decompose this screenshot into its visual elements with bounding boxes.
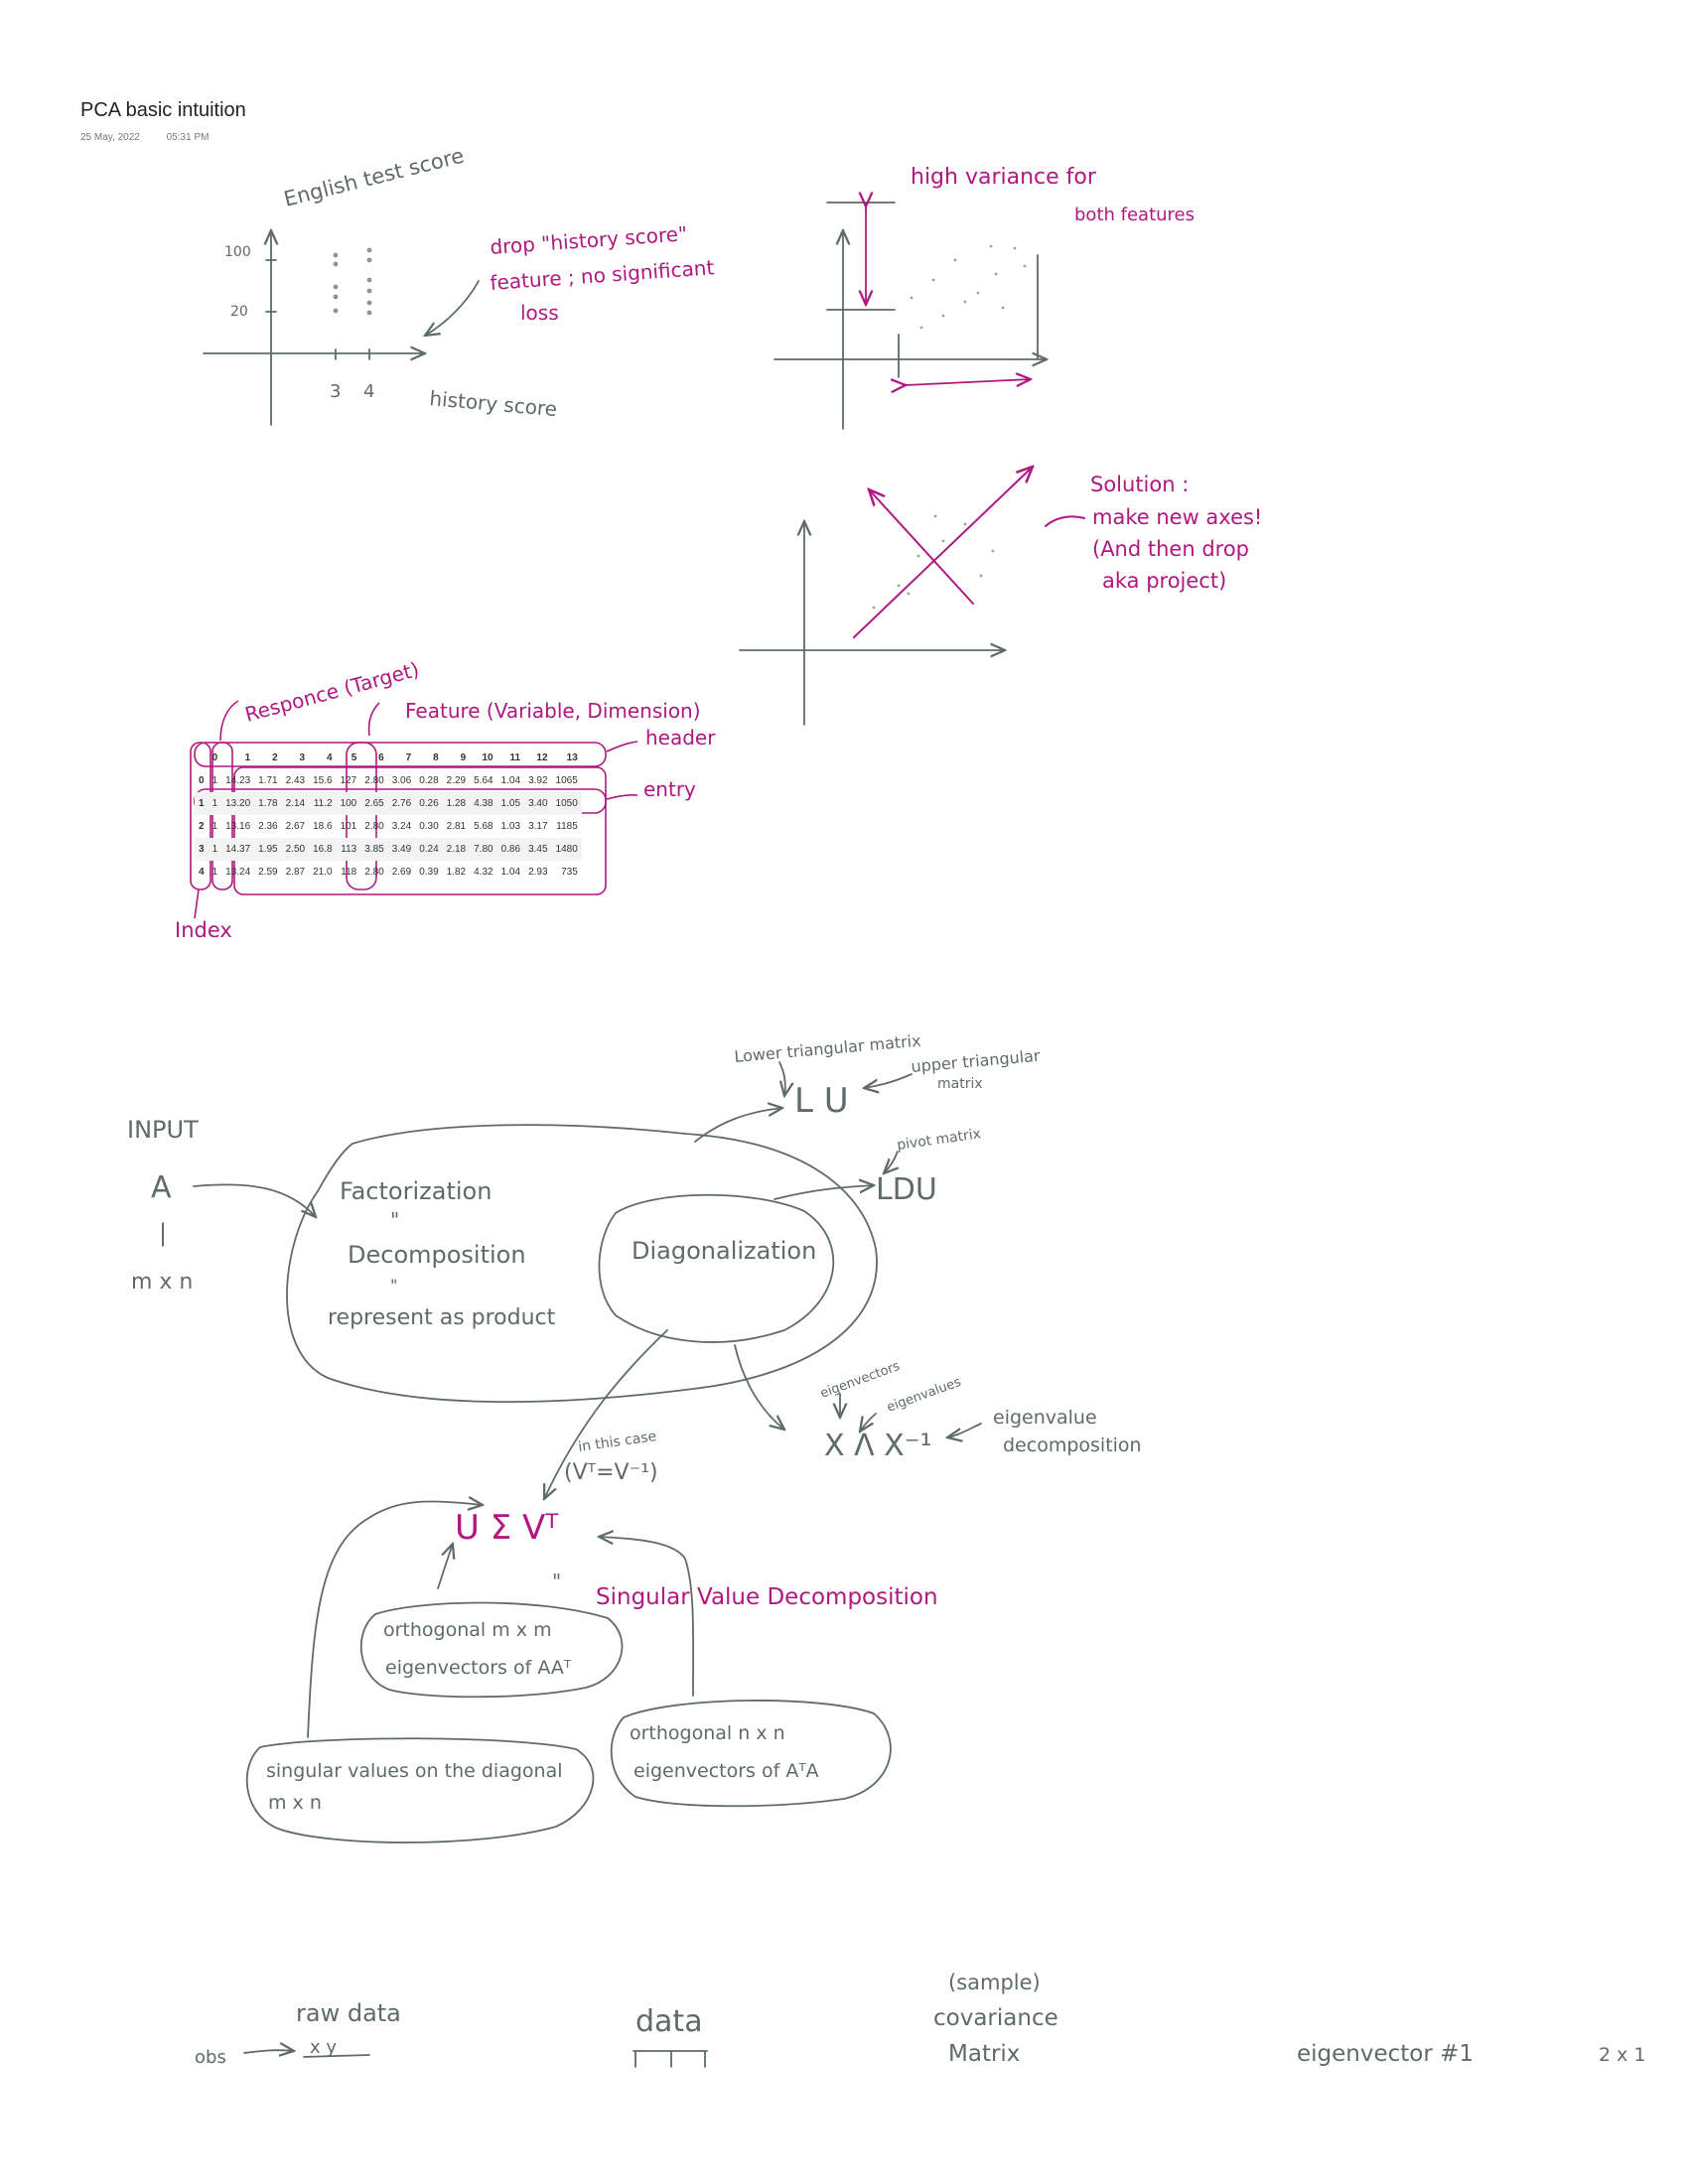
table-cell: 735 [561, 867, 578, 878]
eigvecs-label: eigenvectors [818, 1358, 903, 1402]
table-cell: 2.29 [446, 775, 467, 786]
data-table [195, 747, 582, 884]
table-cell: 3.17 [528, 821, 548, 832]
table-header-cell: 13 [566, 752, 578, 763]
table-cell: 113 [337, 838, 361, 861]
eigvals-label: eigenvalues [885, 1374, 964, 1416]
eig-decomp-arrow [947, 1424, 981, 1437]
u-desc-l1: orthogonal m x m [383, 1619, 552, 1641]
table-cell: 5.64 [474, 775, 493, 786]
eigvec1-label: eigenvector #1 [1297, 2041, 1475, 2067]
table-cell: 2.65 [360, 792, 387, 815]
obs-label: obs [195, 2047, 226, 2068]
decomposition-label: Decomposition [348, 1241, 526, 1269]
table-cell: 5.68 [474, 821, 493, 832]
table-cell: 2.18 [443, 838, 470, 861]
table-header-row [195, 747, 582, 769]
table-cell: 2.67 [285, 821, 306, 832]
table-row-index: 2 [199, 821, 205, 832]
sketch1-note-line3: loss [520, 301, 559, 325]
table-cell: 14.37 [221, 838, 254, 861]
table-header-cell: 12 [536, 752, 548, 763]
index-label: Index [175, 918, 232, 942]
eig-decomp-l2: decomposition [1003, 1434, 1142, 1456]
ldu-label: LDU [876, 1172, 937, 1207]
table-header-cell [195, 747, 209, 769]
table-cell: 1 [209, 838, 222, 861]
table-cell: 1 [209, 792, 222, 815]
raw-data-label: raw data [296, 1999, 401, 2027]
table-cell: 11.2 [309, 792, 336, 815]
vt-eq-label: (Vᵀ=V⁻¹) [564, 1460, 658, 1485]
table-cell: 0.24 [415, 838, 442, 861]
table-cell: 3.85 [360, 838, 387, 861]
table-cell: 1.04 [500, 775, 521, 786]
table-cell: 1 [211, 867, 218, 878]
dims-label: 2 x 1 [1599, 2044, 1646, 2066]
table-row-index: 0 [199, 775, 205, 786]
table-cell: 2.36 [258, 821, 278, 832]
a-to-factorization-arrow [194, 1184, 316, 1217]
table-cell: 0.86 [497, 838, 524, 861]
table-cell: 1.05 [497, 792, 524, 815]
table-cell: 1 [211, 775, 218, 786]
table-cell: 13.20 [221, 792, 254, 815]
table-cell: 2.59 [258, 867, 278, 878]
factorization-label: Factorization [340, 1177, 492, 1205]
table-header-cell: 0 [211, 752, 218, 763]
table-cell: 3.40 [524, 792, 551, 815]
table-row-index: 3 [195, 838, 209, 861]
table-cell: 1.03 [500, 821, 521, 832]
header-label: header [645, 726, 716, 750]
table-cell: 1.04 [500, 867, 521, 878]
entry-label: entry [643, 777, 696, 801]
table-cell: 0.26 [415, 792, 442, 815]
table-cell: 101 [340, 821, 357, 832]
lu-label: L U [794, 1081, 849, 1121]
diagonalization-label: Diagonalization [632, 1237, 817, 1265]
u-desc-blob [361, 1603, 623, 1698]
table-cell: 100 [337, 792, 361, 815]
sketch2-note-line2: both features [1074, 205, 1195, 225]
table-header-cell: 4 [327, 752, 333, 763]
table-cell: 118 [341, 867, 357, 878]
table-cell: 1.71 [258, 775, 278, 786]
table-cell: 2.76 [388, 792, 415, 815]
u-desc-l2: eigenvectors of AAᵀ [385, 1657, 572, 1679]
table-cell: 16.8 [309, 838, 336, 861]
v-desc-l1: orthogonal n x n [630, 1722, 785, 1744]
table-row [195, 792, 582, 815]
table-row [195, 769, 582, 792]
table-cell: 4.38 [470, 792, 496, 815]
table-cell: 7.80 [470, 838, 496, 861]
table-header-cell: 2 [272, 752, 278, 763]
xlx-label: X Λ X⁻¹ [824, 1429, 932, 1463]
table-cell: 21.0 [313, 867, 333, 878]
table-cell: 3.24 [391, 821, 412, 832]
table-header-cell: 3 [299, 752, 306, 763]
matrix-a-bar: | [159, 1219, 168, 1247]
table-cell: 2.80 [364, 775, 384, 786]
sketch1-note-arrow [425, 281, 479, 336]
table-cell: 1065 [555, 775, 578, 786]
mxn-label: m x n [131, 1270, 194, 1295]
sketch1-points [334, 248, 372, 316]
upper-label-l2: matrix [937, 1076, 983, 1092]
table-header-cell: 8 [433, 752, 439, 763]
s-desc-l1: singular values on the diagonal [266, 1760, 563, 1782]
table-cell: 1185 [556, 821, 578, 832]
table-row [195, 815, 582, 838]
sketch1-note-line1: drop "history score" [489, 221, 688, 259]
sketch3-note-line3: (And then drop [1092, 537, 1250, 561]
sketch3-new-axis-2 [869, 489, 973, 604]
sketch3-note-line1: Solution : [1090, 473, 1190, 496]
table-cell: 1.28 [443, 792, 470, 815]
pivot-arrow [884, 1152, 898, 1173]
table-cell: 2.80 [364, 867, 384, 878]
sketch1-note-line2: feature ; no significant [489, 255, 716, 295]
table-cell: 3.92 [528, 775, 548, 786]
svd-eq: " [552, 1570, 562, 1593]
sketch1-y-tick-20: 20 [230, 304, 248, 320]
svd-label: Singular Value Decomposition [596, 1584, 938, 1610]
usv-label: U Σ Vᵀ [455, 1508, 559, 1548]
input-label: INPUT [127, 1116, 199, 1144]
page-date: 25 May, 2022 [80, 132, 140, 143]
table-cell: 2.50 [282, 838, 309, 861]
table-cell: 2.14 [282, 792, 309, 815]
table-cell: 2.93 [528, 867, 548, 878]
pivot-label: pivot matrix [896, 1126, 982, 1154]
table-cell: 13.16 [225, 821, 251, 832]
page-title: PCA basic intuition [80, 99, 246, 121]
table-cell: 1.78 [254, 792, 281, 815]
sketch1-y-label: English test score [281, 143, 467, 211]
table-cell: 2.80 [364, 821, 384, 832]
eig-decomp-l1: eigenvalue [993, 1407, 1097, 1429]
eq2: " [390, 1276, 398, 1295]
sketch2-note-line1: high variance for [911, 165, 1096, 190]
s-desc-l2: m x n [268, 1792, 322, 1814]
obs-arrow [244, 2050, 294, 2053]
v-desc-l2: eigenvectors of AᵀA [633, 1760, 819, 1782]
to-ldu-arrow [774, 1185, 874, 1199]
sketch-new-axes [740, 521, 1005, 725]
table-cell: 2.43 [285, 775, 306, 786]
matrix-label: Matrix [948, 2041, 1021, 2067]
table-cell: 18.6 [313, 821, 333, 832]
table-row-index: 1 [195, 792, 209, 815]
table-cell: 0.30 [419, 821, 439, 832]
sketch3-note-line4: aka project) [1102, 569, 1227, 593]
represent-label: represent as product [328, 1305, 556, 1330]
table-row-index: 4 [199, 867, 205, 878]
sketch2-horizontal-variance-arrow [906, 379, 1031, 385]
table-cell: 13.24 [225, 867, 251, 878]
sketch2-scatter [911, 245, 1027, 330]
table-header-cell: 7 [405, 752, 412, 763]
diagonalization-blob [599, 1195, 833, 1342]
lower-arrow [779, 1062, 785, 1096]
table-row [195, 838, 582, 861]
upper-arrow [864, 1074, 912, 1088]
table-cell: 3.49 [388, 838, 415, 861]
sketch1-x-tick-3: 3 [330, 381, 342, 402]
table-cell: 2.81 [446, 821, 467, 832]
table-cell: 1480 [552, 838, 582, 861]
table-cell: 0.39 [419, 867, 439, 878]
upper-label-l1: upper triangular [910, 1045, 1042, 1076]
data-table-sketch [633, 2051, 707, 2067]
table-cell: 1050 [552, 792, 582, 815]
sketch3-new-axis-1 [854, 467, 1033, 637]
table-header-cell: 6 [378, 752, 384, 763]
feature-label: Feature (Variable, Dimension) [405, 699, 701, 723]
table-cell: 1.82 [446, 867, 467, 878]
table-cell: 3.45 [524, 838, 551, 861]
table-row [195, 861, 582, 884]
table-header-cell: 9 [460, 752, 467, 763]
eq1: " [390, 1208, 400, 1232]
table-cell: 4.32 [474, 867, 493, 878]
table-cell: 2.87 [285, 867, 306, 878]
sketch1-y-tick-100: 100 [224, 244, 251, 260]
response-label: Responce (Target) [242, 656, 422, 727]
table-header-cell: 11 [509, 752, 521, 763]
table-cell: 3.06 [391, 775, 412, 786]
covariance-label: covariance [933, 2005, 1058, 2031]
table-header-cell: 10 [482, 752, 493, 763]
matrix-a: A [151, 1170, 172, 1205]
page-time: 05:31 PM [166, 132, 210, 143]
sketch1-x-label: history score [428, 386, 559, 422]
sketch1-x-tick-4: 4 [363, 381, 375, 402]
sample-label: (sample) [948, 1971, 1041, 1994]
sketch-high-variance [774, 203, 1047, 429]
sketch3-note-line2: make new axes! [1092, 505, 1263, 529]
table-cell: 14.23 [225, 775, 251, 786]
table-cell: 1 [211, 821, 218, 832]
table-cell: 0.28 [419, 775, 439, 786]
table-cell: 15.6 [313, 775, 333, 786]
table-cell: 127 [340, 775, 357, 786]
xy-label: x y [310, 2037, 338, 2058]
lower-label: Lower triangular matrix [733, 1030, 922, 1066]
s-desc-blob [247, 1738, 594, 1843]
table-cell: 1.95 [254, 838, 281, 861]
v-desc-blob [612, 1701, 891, 1806]
table-header-cell: 1 [244, 752, 251, 763]
table-header-cell: 5 [351, 752, 357, 763]
to-xlx-arrow [735, 1345, 784, 1430]
in-this-case-label: in this case [577, 1429, 658, 1455]
table-cell: 2.69 [391, 867, 412, 878]
data-label: data [635, 2004, 703, 2039]
u-desc-arrow [438, 1544, 453, 1588]
